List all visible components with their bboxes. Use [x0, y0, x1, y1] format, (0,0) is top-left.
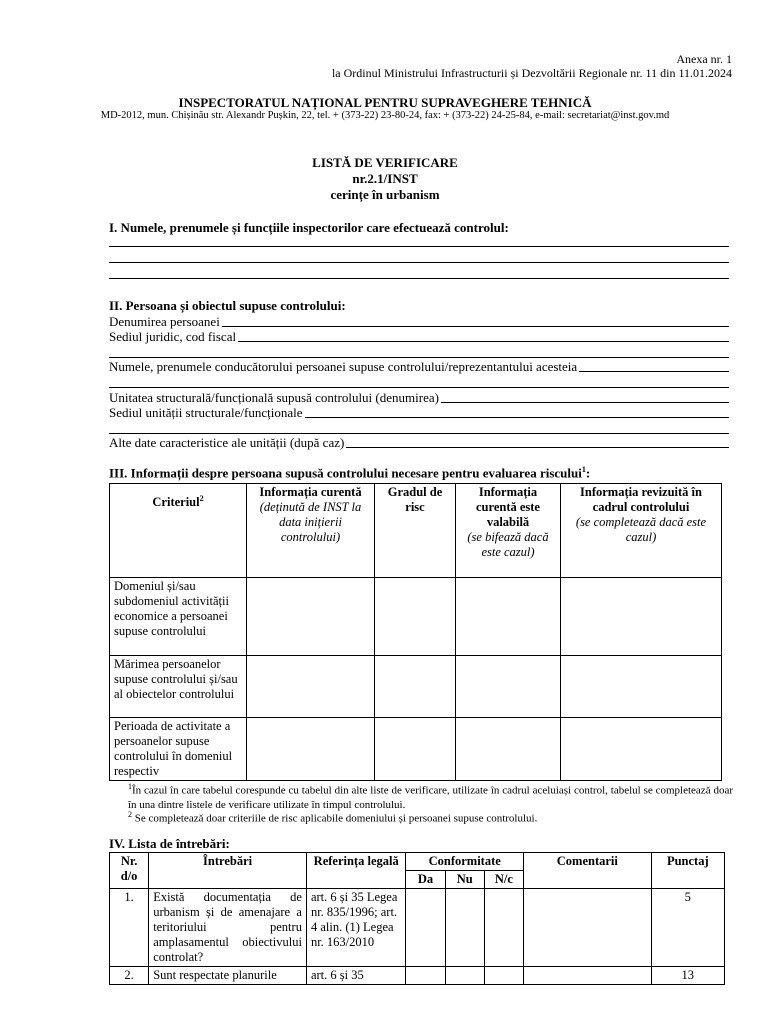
header-info-valabila: Informația curentă este valabilă (se bifează dacă este cazul): [456, 484, 561, 578]
questions-table: [109, 852, 725, 985]
question-text: Există documentația de urbanism și de amenajare a teritoriului pentru amplasamentul obiectivului controlat?: [149, 889, 307, 967]
blank-line-2[interactable]: [109, 387, 729, 388]
institution-address: MD-2012, mun. Chișinău str. Alexandr Pușkin, 22, tel. + (373-22) 23-80-24, fax: + (373-22) 24-25-84, e-mail: secretariat@inst.gov.md: [100, 110, 670, 121]
risk-cell-grad[interactable]: [375, 578, 456, 656]
risk-criterion: Mărimea persoanelor supuse controlului și/sau al obiectelor controlului: [110, 656, 247, 718]
risk-table-row: [110, 656, 722, 718]
annex-order: la Ordinul Ministrului Infrastructurii și Dezvoltării Regionale nr. 11 din 11.01.2024: [331, 66, 732, 80]
field-sediu-label: Sediul juridic, cod fiscal: [109, 329, 237, 344]
header-nc: N/c: [484, 871, 523, 889]
annex-number: Anexa nr. 1: [676, 52, 732, 66]
section3-title-text: III. Informații despre persoana supusă controlului necesare pentru evaluarea riscului: [109, 465, 582, 481]
field-denumire-label: Denumirea persoanei: [109, 314, 220, 329]
document-title-line1: LISTĂ DE VERIFICARE: [312, 155, 458, 170]
question-nr: 2.: [110, 967, 149, 985]
risk-cell-valabila[interactable]: [456, 578, 561, 656]
checkbox-nu[interactable]: [445, 889, 484, 967]
risk-cell-revizuita[interactable]: [561, 718, 722, 781]
checkbox-nc[interactable]: [484, 889, 523, 967]
field-unitatea[interactable]: [109, 390, 729, 406]
header-criteriul: Criteriul$^2$: [110, 484, 247, 578]
risk-table-row: [110, 718, 722, 781]
header-intrebari: Întrebări: [149, 853, 307, 889]
header-referinta: Referința legală: [306, 853, 405, 889]
field-conducator[interactable]: [109, 359, 729, 375]
header-conformitate: Conformitate: [406, 853, 524, 871]
field-sediu-unitate[interactable]: [109, 405, 729, 421]
risk-cell-revizuita[interactable]: [561, 656, 722, 718]
section4-title: IV. Lista de întrebări:: [109, 836, 230, 851]
field-alte-date[interactable]: [109, 435, 729, 451]
annex-header: [332, 52, 732, 80]
document-title: [0, 155, 770, 203]
risk-table-header: [110, 484, 722, 578]
institution-name: INSPECTORATUL NAȚIONAL PENTRU SUPRAVEGHERE TEHNICĂ: [178, 95, 592, 110]
document-title-line2: nr.2.1/INST: [352, 171, 418, 186]
inspector-line-2[interactable]: [109, 262, 729, 263]
checkbox-nu[interactable]: [445, 967, 484, 985]
header-info-revizuita: Informația revizuită în cadrul controlului (se completează dacă este cazul): [561, 484, 722, 578]
field-sediu-unitate-label: Sediul unității structurale/funcționale: [109, 405, 303, 420]
risk-cell-info[interactable]: [247, 718, 375, 781]
header-da: Da: [406, 871, 445, 889]
section1-title: I. Numele, prenumele și funcțiile inspectorilor care efectuează controlul:: [109, 220, 509, 235]
comment-cell[interactable]: [524, 967, 652, 985]
checkbox-da[interactable]: [406, 889, 445, 967]
section3-title-end: :: [585, 465, 591, 481]
risk-cell-grad[interactable]: [375, 718, 456, 781]
risk-cell-valabila[interactable]: [456, 718, 561, 781]
question-referinta: art. 6 și 35: [306, 967, 405, 985]
question-punctaj: 13: [651, 967, 724, 985]
question-punctaj: 5: [651, 889, 724, 967]
inspector-line-1[interactable]: [109, 246, 729, 247]
risk-table-row: [110, 578, 722, 656]
risk-cell-info[interactable]: [247, 578, 375, 656]
question-referinta: art. 6 și 35 Legea nr. 835/1996; art. 4 alin. (1) Legea nr. 163/2010: [306, 889, 405, 967]
header-nr: Nr. d/o: [110, 853, 149, 889]
field-unitatea-label: Unitatea structurală/funcțională supusă controlului (denumirea): [109, 390, 439, 405]
field-alte-date-label: Alte date caracteristice ale unității (după caz): [109, 435, 345, 450]
blank-line-1[interactable]: [109, 357, 729, 358]
question-row: [110, 967, 725, 985]
blank-line-3[interactable]: [109, 433, 729, 434]
header-gradul: Gradul de risc: [375, 484, 456, 578]
risk-criterion: Perioada de activitate a persoanelor supuse controlului în domeniul respectiv: [110, 718, 247, 781]
inspector-line-3[interactable]: [109, 278, 729, 279]
footnote-2: $^2$ Se completează doar criteriile de risc aplicabile domeniului și persoanei supuse controlului.: [128, 810, 538, 825]
risk-table: [109, 483, 722, 781]
risk-cell-info[interactable]: [247, 656, 375, 718]
risk-cell-grad[interactable]: [375, 656, 456, 718]
question-row: [110, 889, 725, 967]
section3-title: [109, 465, 590, 481]
section3-title-sup: 1: [581, 465, 586, 474]
field-sediu[interactable]: [109, 329, 729, 345]
document-title-line3: cerințe în urbanism: [330, 187, 440, 202]
question-text: Sunt respectate planurile: [149, 967, 307, 985]
questions-header-row: [110, 853, 725, 871]
header-punctaj: Punctaj: [651, 853, 724, 889]
risk-criterion: Domeniul și/sau subdomeniul activității economice a persoanei supuse controlului: [110, 578, 247, 656]
comment-cell[interactable]: [524, 889, 652, 967]
checkbox-nc[interactable]: [484, 967, 523, 985]
risk-cell-revizuita[interactable]: [561, 578, 722, 656]
header-nu: Nu: [445, 871, 484, 889]
question-nr: 1.: [110, 889, 149, 967]
risk-cell-valabila[interactable]: [456, 656, 561, 718]
field-denumire[interactable]: [109, 314, 729, 330]
header-comentarii: Comentarii: [524, 853, 652, 889]
field-conducator-label: Numele, prenumele conducătorului persoanei supuse controlului/reprezentantului acesteia: [109, 359, 578, 374]
checkbox-da[interactable]: [406, 967, 445, 985]
header-info-curenta: Informația curentă (deținută de INST la data inițierii controlului): [247, 484, 375, 578]
section2-title: II. Persoana și obiectul supuse controlului:: [109, 298, 346, 313]
footnote-1: $^1$În cazul în care tabelul corespunde cu tabelul din alte liste de verificare, utilizate în cadrul aceluiași control, tabelul se completează doar în una dintre listele de verificare utilizate în timpul controlului.: [128, 782, 733, 811]
